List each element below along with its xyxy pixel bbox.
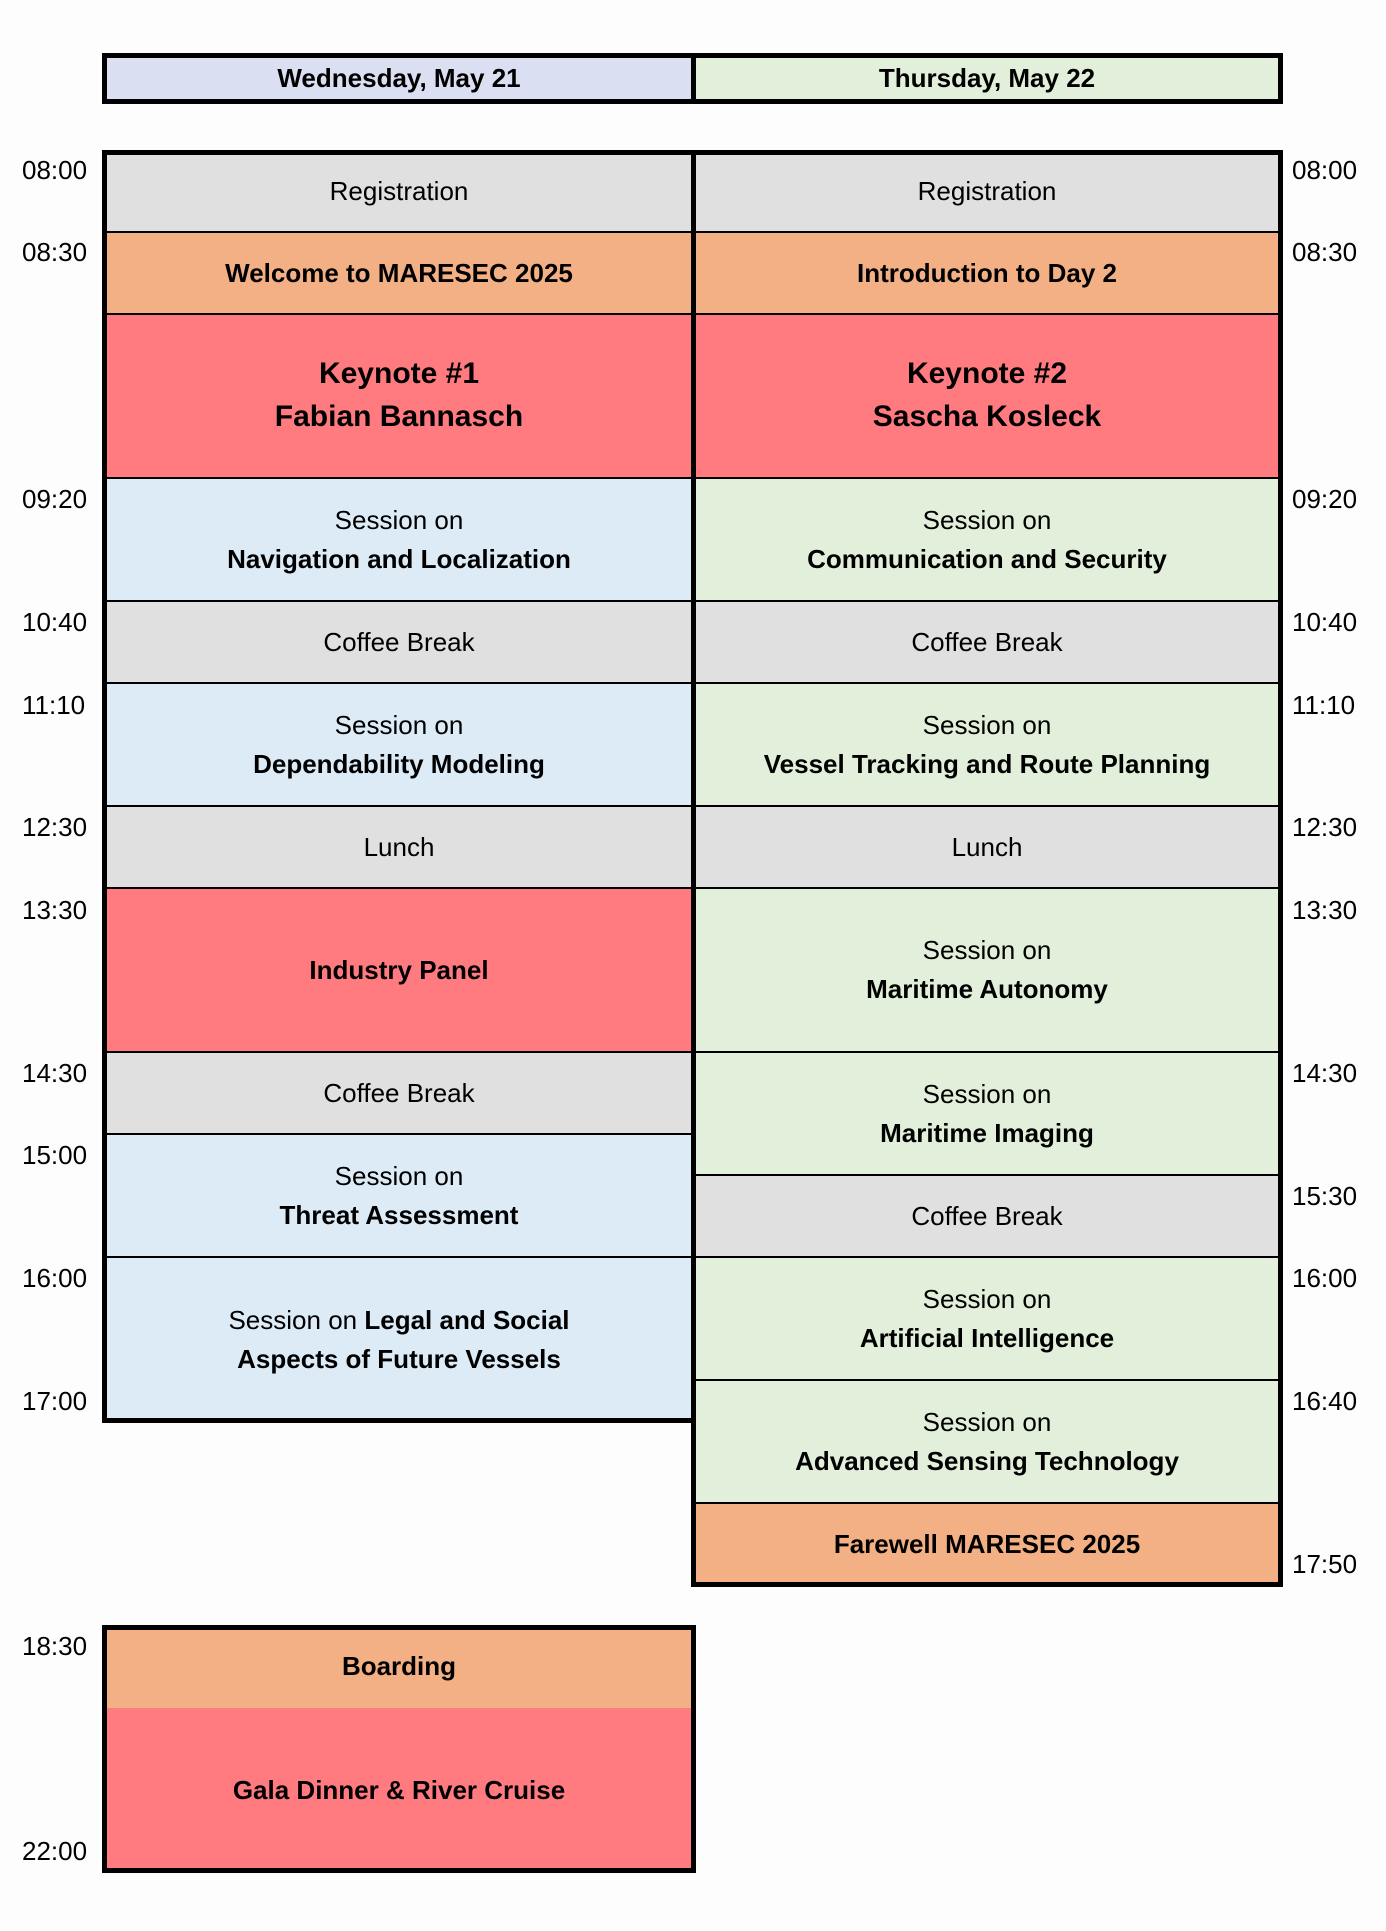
wed-registration-label: Registration: [329, 176, 469, 206]
thu-session-title: Vessel Tracking and Route Planning: [763, 748, 1211, 779]
thu-session-title: Maritime Autonomy: [866, 974, 1108, 1004]
thu-registration: [691, 150, 1283, 233]
thu-session-title: Advanced Sensing Technology: [795, 1445, 1179, 1476]
thu-farewell: [691, 1502, 1283, 1587]
thu-farewell-label: Farewell MARESEC 2025: [833, 1529, 1141, 1559]
wed-session-prefix: Session on: [228, 1304, 358, 1335]
time-label-left: 10:40: [22, 607, 88, 637]
thu-session-ai: [691, 1256, 1283, 1381]
time-label-right: 13:30: [1292, 895, 1358, 925]
wed-keynote: [102, 313, 696, 479]
thu-coffee-break-2: [691, 1174, 1283, 1258]
time-label-left: 22:00: [22, 1836, 88, 1866]
thu-keynote: [691, 313, 1283, 479]
wed-industry-panel: [102, 887, 696, 1053]
thu-lunch-label: Lunch: [951, 831, 1023, 862]
wed-coffee-break-label: Coffee Break: [323, 1077, 475, 1108]
wed-session-title: Navigation and Localization: [227, 543, 571, 574]
wed-coffee-break-2: [102, 1051, 696, 1135]
thu-session-prefix: Session on: [922, 935, 1052, 965]
time-label-left: 08:00: [22, 155, 88, 185]
thu-intro: [691, 231, 1283, 315]
thu-session-imaging: [691, 1051, 1283, 1176]
thu-keynote-speaker: Sascha Kosleck: [872, 400, 1102, 433]
time-label-right: 16:40: [1292, 1386, 1358, 1416]
wed-session-prefix: Session on: [334, 1160, 464, 1191]
wed-session-title-a: Legal and Social: [364, 1304, 570, 1335]
thu-keynote-title: Keynote #2: [906, 357, 1068, 391]
time-label-left: 13:30: [22, 895, 88, 925]
wed-coffee-break-label: Coffee Break: [323, 626, 475, 657]
thu-session-prefix: Session on: [922, 504, 1052, 535]
thu-session-autonomy: [691, 887, 1283, 1053]
thu-session-communication: [691, 477, 1283, 602]
time-label-right: 11:10: [1292, 690, 1356, 720]
thu-coffee-break-label: Coffee Break: [911, 1200, 1063, 1231]
thu-intro-label: Introduction to Day 2: [857, 257, 1117, 288]
time-label-right: 09:20: [1292, 484, 1358, 514]
thu-session-prefix: Session on: [922, 709, 1052, 740]
time-label-right: 17:50: [1292, 1549, 1358, 1579]
time-label-right: 10:40: [1292, 607, 1358, 637]
thu-registration-label: Registration: [917, 176, 1057, 206]
wed-session-title: Threat Assessment: [279, 1199, 519, 1230]
time-label-left: 17:00: [22, 1386, 88, 1416]
time-label-right: 15:30: [1292, 1181, 1358, 1211]
wed-lunch-label: Lunch: [363, 831, 435, 862]
wed-lunch: [102, 805, 696, 889]
thu-session-prefix: Session on: [922, 1406, 1052, 1437]
thu-lunch: [691, 805, 1283, 889]
time-label-left: 15:00: [22, 1140, 88, 1170]
wed-keynote-title: Keynote #1: [318, 357, 480, 391]
wed-session-title-b: Aspects of Future Vessels: [237, 1343, 561, 1374]
wed-welcome: [102, 231, 696, 315]
thu-coffee-break-label: Coffee Break: [911, 626, 1063, 657]
header-wednesday: [102, 53, 696, 104]
wed-session-legal: [102, 1256, 696, 1423]
thu-coffee-break-1: [691, 600, 1283, 684]
wed-boarding-label: Boarding: [341, 1651, 457, 1681]
wed-session-navigation: [102, 477, 696, 602]
wed-gala-dinner-label: Gala Dinner & River Cruise: [232, 1775, 566, 1805]
time-label-right: 14:30: [1292, 1058, 1358, 1088]
thu-session-title: Maritime Imaging: [880, 1117, 1094, 1148]
thu-session-vessel-tracking: [691, 682, 1283, 807]
wed-session-dependability: [102, 682, 696, 807]
time-label-left: 18:30: [22, 1631, 88, 1661]
wed-session-threat: [102, 1133, 696, 1258]
time-label-left: 11:10: [22, 690, 86, 720]
wed-welcome-label: Welcome to MARESEC 2025: [225, 257, 573, 288]
header-thursday: [691, 53, 1283, 104]
thu-session-sensing: [691, 1379, 1283, 1504]
wed-session-prefix: Session on: [334, 709, 464, 740]
thu-session-prefix: Session on: [922, 1283, 1052, 1314]
wed-keynote-speaker: Fabian Bannasch: [274, 400, 524, 433]
time-label-left: 12:30: [22, 812, 88, 842]
time-label-left: 16:00: [22, 1263, 88, 1293]
header-thursday-label: Thursday, May 22: [878, 63, 1096, 93]
time-label-right: 08:30: [1292, 237, 1358, 267]
thu-session-prefix: Session on: [922, 1078, 1052, 1109]
thu-session-title: Artificial Intelligence: [859, 1322, 1115, 1353]
wed-registration: [102, 150, 696, 233]
wed-coffee-break-1: [102, 600, 696, 684]
header-wednesday-label: Wednesday, May 21: [277, 63, 521, 93]
thu-session-title: Communication and Security: [807, 543, 1167, 574]
wed-boarding: [102, 1625, 696, 1708]
time-label-right: 12:30: [1292, 812, 1358, 842]
time-label-right: 08:00: [1292, 155, 1358, 185]
time-label-left: 14:30: [22, 1058, 88, 1088]
wed-industry-panel-label: Industry Panel: [309, 954, 489, 985]
time-label-left: 09:20: [22, 484, 88, 514]
wed-session-prefix: Session on: [334, 504, 464, 535]
time-label-right: 16:00: [1292, 1263, 1358, 1293]
time-label-left: 08:30: [22, 237, 88, 267]
wed-session-title: Dependability Modeling: [253, 748, 545, 779]
wed-gala-dinner: [102, 1708, 696, 1873]
